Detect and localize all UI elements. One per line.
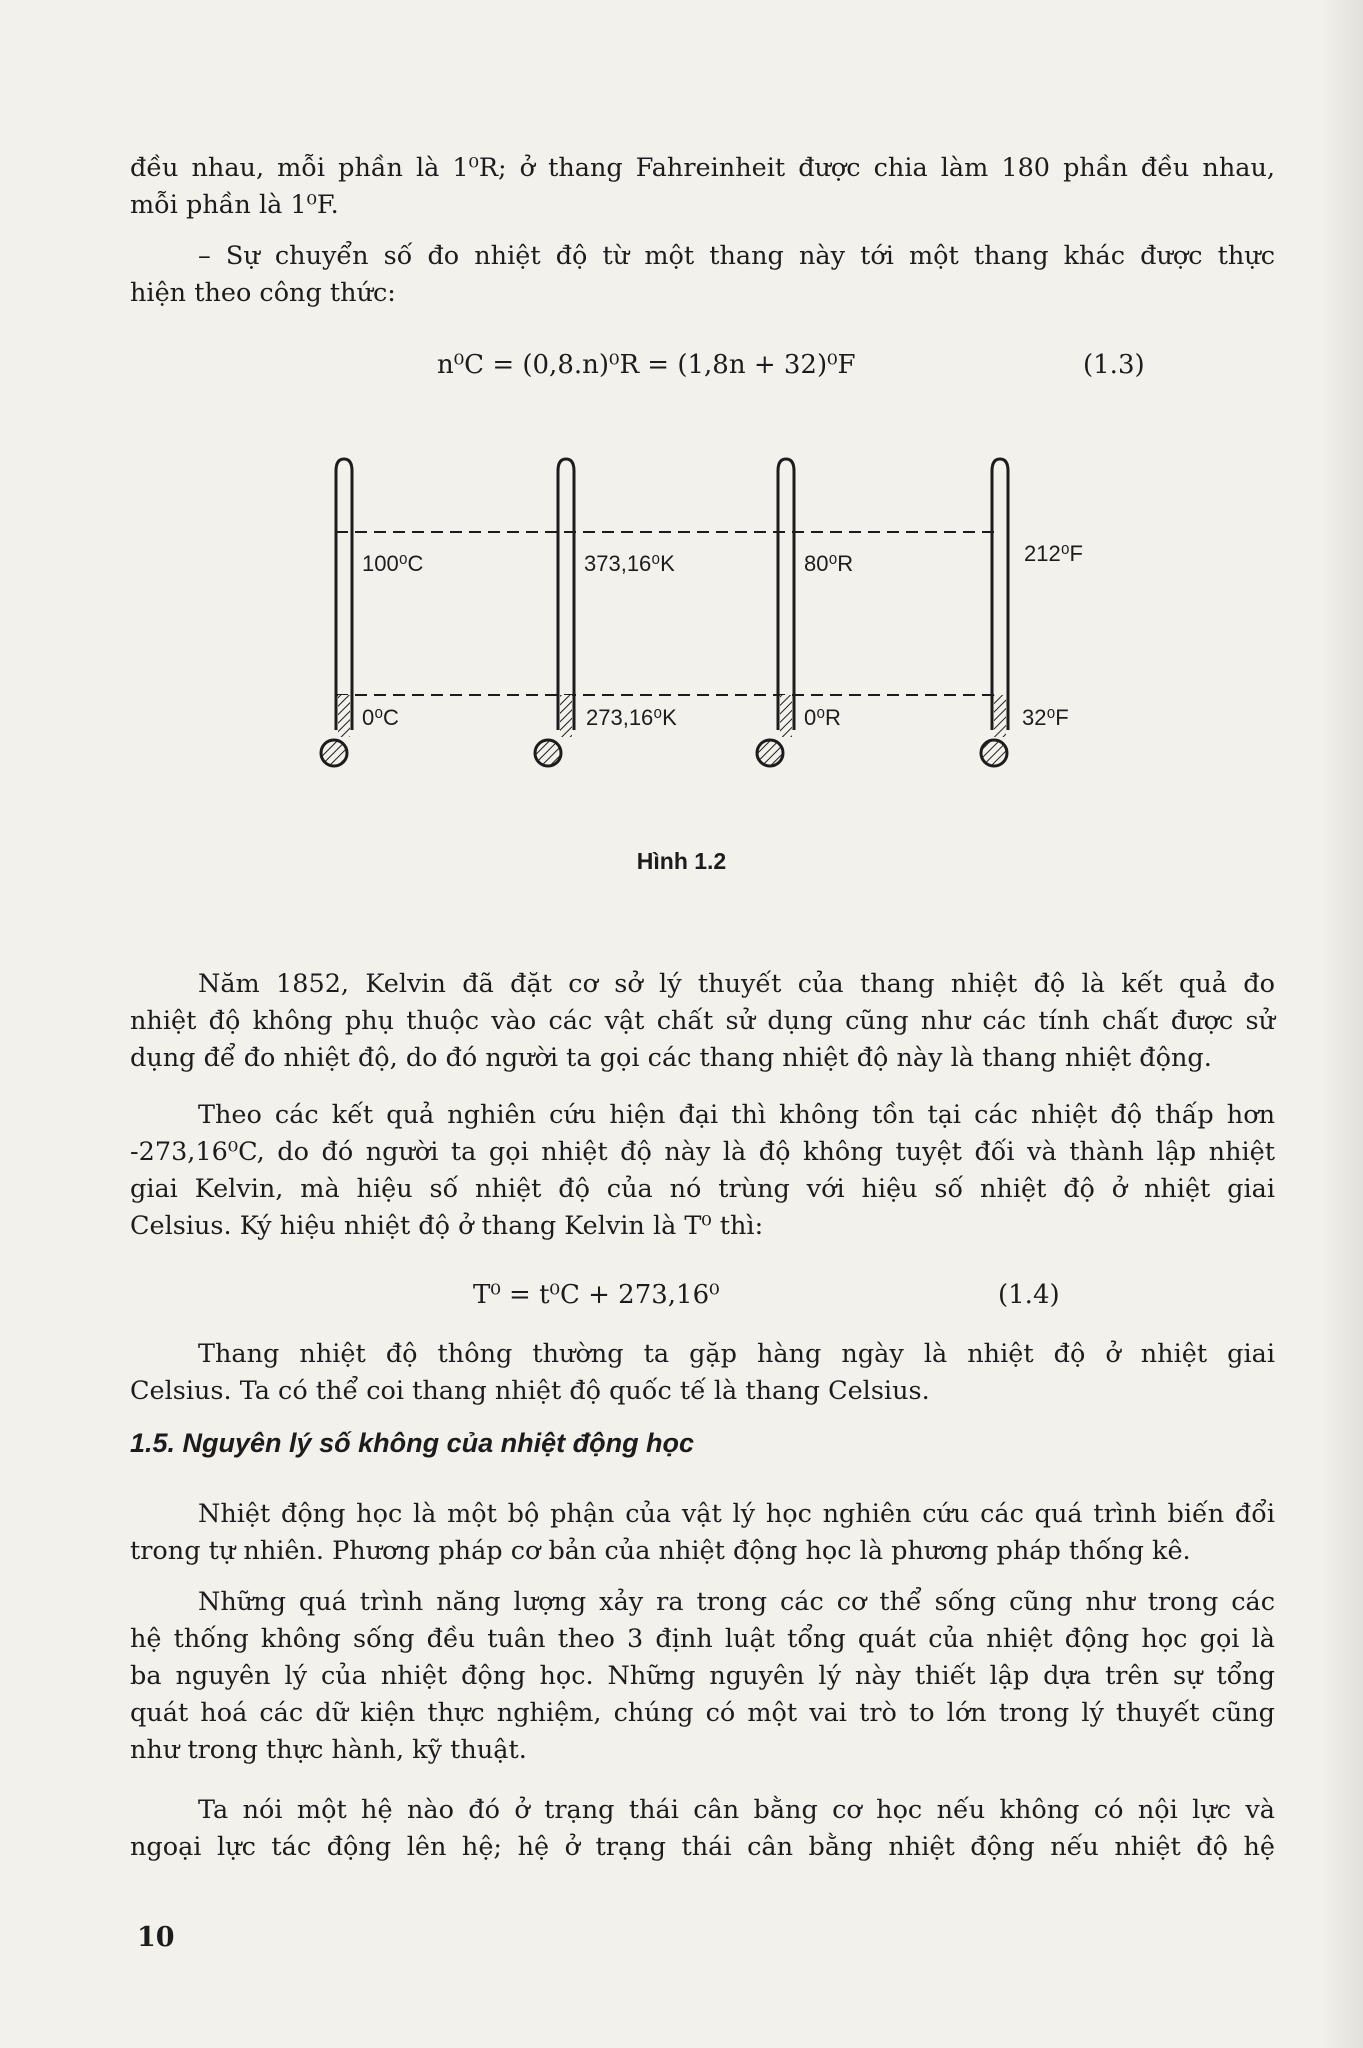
- text-line: Nhiệt động học là một bộ phận của vật lý học nghiên cứu các quá trình biến đổi: [198, 1499, 1275, 1529]
- text-line: Ta nói một hệ nào đó ở trạng thái cân bằng cơ học nếu không có nội lực và: [198, 1795, 1275, 1825]
- text-line: Những quá trình năng lượng xảy ra trong các cơ thể sống cũng như trong các: [198, 1587, 1275, 1617]
- label-212F: 212⁰F: [1024, 541, 1083, 566]
- text-line: nhiệt độ không phụ thuộc vào các vật chất sử dụng cũng như các tính chất được sử: [130, 1006, 1275, 1036]
- text-line: – Sự chuyển số đo nhiệt độ từ một thang này tới một thang khác được thực: [198, 241, 1275, 271]
- text-line: Celsius. Ta có thể coi thang nhiệt độ quốc tế là thang Celsius.: [130, 1376, 930, 1406]
- label-80R: 80⁰R: [804, 551, 854, 576]
- text-line: ngoại lực tác động lên hệ; hệ ở trạng thái cân bằng nhiệt động nếu nhiệt độ hệ: [130, 1832, 1275, 1862]
- formula-1-3: n⁰C = (0,8.n)⁰R = (1,8n + 32)⁰F: [437, 350, 856, 380]
- paragraph-conversion-intro: [130, 238, 1275, 312]
- formula-1-4: T⁰ = t⁰C + 273,16⁰: [473, 1280, 720, 1310]
- label-32F: 32⁰F: [1022, 705, 1069, 730]
- paragraph-thermodynamics-intro: [130, 1496, 1275, 1570]
- page-edge-shadow: [1320, 0, 1363, 2048]
- text-line: Năm 1852, Kelvin đã đặt cơ sở lý thuyết của thang nhiệt độ là kết quả đo: [198, 969, 1275, 999]
- text-line: đều nhau, mỗi phần là 1⁰R; ở thang Fahreinheit được chia làm 180 phần đều nhau,: [130, 153, 1275, 183]
- text-line: Thang nhiệt độ thông thường ta gặp hàng ngày là nhiệt độ ở nhiệt giai: [198, 1339, 1275, 1369]
- thermometer-figure: [300, 455, 1120, 805]
- label-373K: 373,16⁰K: [584, 551, 675, 576]
- page-number: 10: [137, 1922, 175, 1953]
- thermometer-fahrenheit: [981, 459, 1008, 766]
- thermometer-kelvin: [535, 459, 574, 766]
- paragraph-continuation: [130, 150, 1275, 224]
- label-0C: 0⁰C: [362, 705, 399, 730]
- text-line: như trong thực hành, kỹ thuật.: [130, 1735, 527, 1765]
- paragraph-energy-processes: [130, 1584, 1275, 1769]
- text-line: hệ thống không sống đều tuân theo 3 định luật tổng quát của nhiệt động học gọi là: [130, 1624, 1275, 1654]
- figure-caption: Hình 1.2: [636, 848, 727, 874]
- label-100C: 100⁰C: [362, 551, 424, 576]
- paragraph-equilibrium: [130, 1792, 1275, 1866]
- text-line: quát hoá các dữ kiện thực nghiệm, chúng có một vai trò to lớn trong lý thuyết cũng: [130, 1698, 1275, 1728]
- text-line: ba nguyên lý của nhiệt động học. Những nguyên lý này thiết lập dựa trên sự tổng: [130, 1661, 1275, 1691]
- equation-number: (1.4): [998, 1280, 1060, 1310]
- text-line: -273,16⁰C, do đó người ta gọi nhiệt độ này là độ không tuyệt đối và thành lập nhiệt: [130, 1137, 1275, 1167]
- label-0R: 0⁰R: [804, 705, 841, 730]
- thermometer-celsius: [321, 459, 352, 766]
- text-line: Theo các kết quả nghiên cứu hiện đại thì không tồn tại các nhiệt độ thấp hơn: [198, 1100, 1275, 1130]
- paragraph-kelvin-1852: [130, 966, 1275, 1077]
- section-heading: 1.5. Nguyên lý số không của nhiệt động học: [130, 1428, 695, 1458]
- text-line: mỗi phần là 1⁰F.: [130, 190, 339, 220]
- paragraph-absolute-zero: [130, 1097, 1275, 1245]
- text-line: trong tự nhiên. Phương pháp cơ bản của nhiệt động học là phương pháp thống kê.: [130, 1536, 1191, 1566]
- thermometer-reaumur: [757, 459, 794, 766]
- equation-number: (1.3): [1083, 350, 1145, 380]
- label-273K: 273,16⁰K: [586, 705, 677, 730]
- text-line: Celsius. Ký hiệu nhiệt độ ở thang Kelvin là T⁰ thì:: [130, 1211, 764, 1241]
- text-line: giai Kelvin, mà hiệu số nhiệt độ của nó trùng với hiệu số nhiệt độ ở nhiệt giai: [130, 1174, 1275, 1204]
- text-line: dụng để đo nhiệt độ, do đó người ta gọi các thang nhiệt độ này là thang nhiệt động.: [130, 1043, 1212, 1073]
- text-line: hiện theo công thức:: [130, 278, 396, 308]
- paragraph-celsius-scale: [130, 1336, 1275, 1410]
